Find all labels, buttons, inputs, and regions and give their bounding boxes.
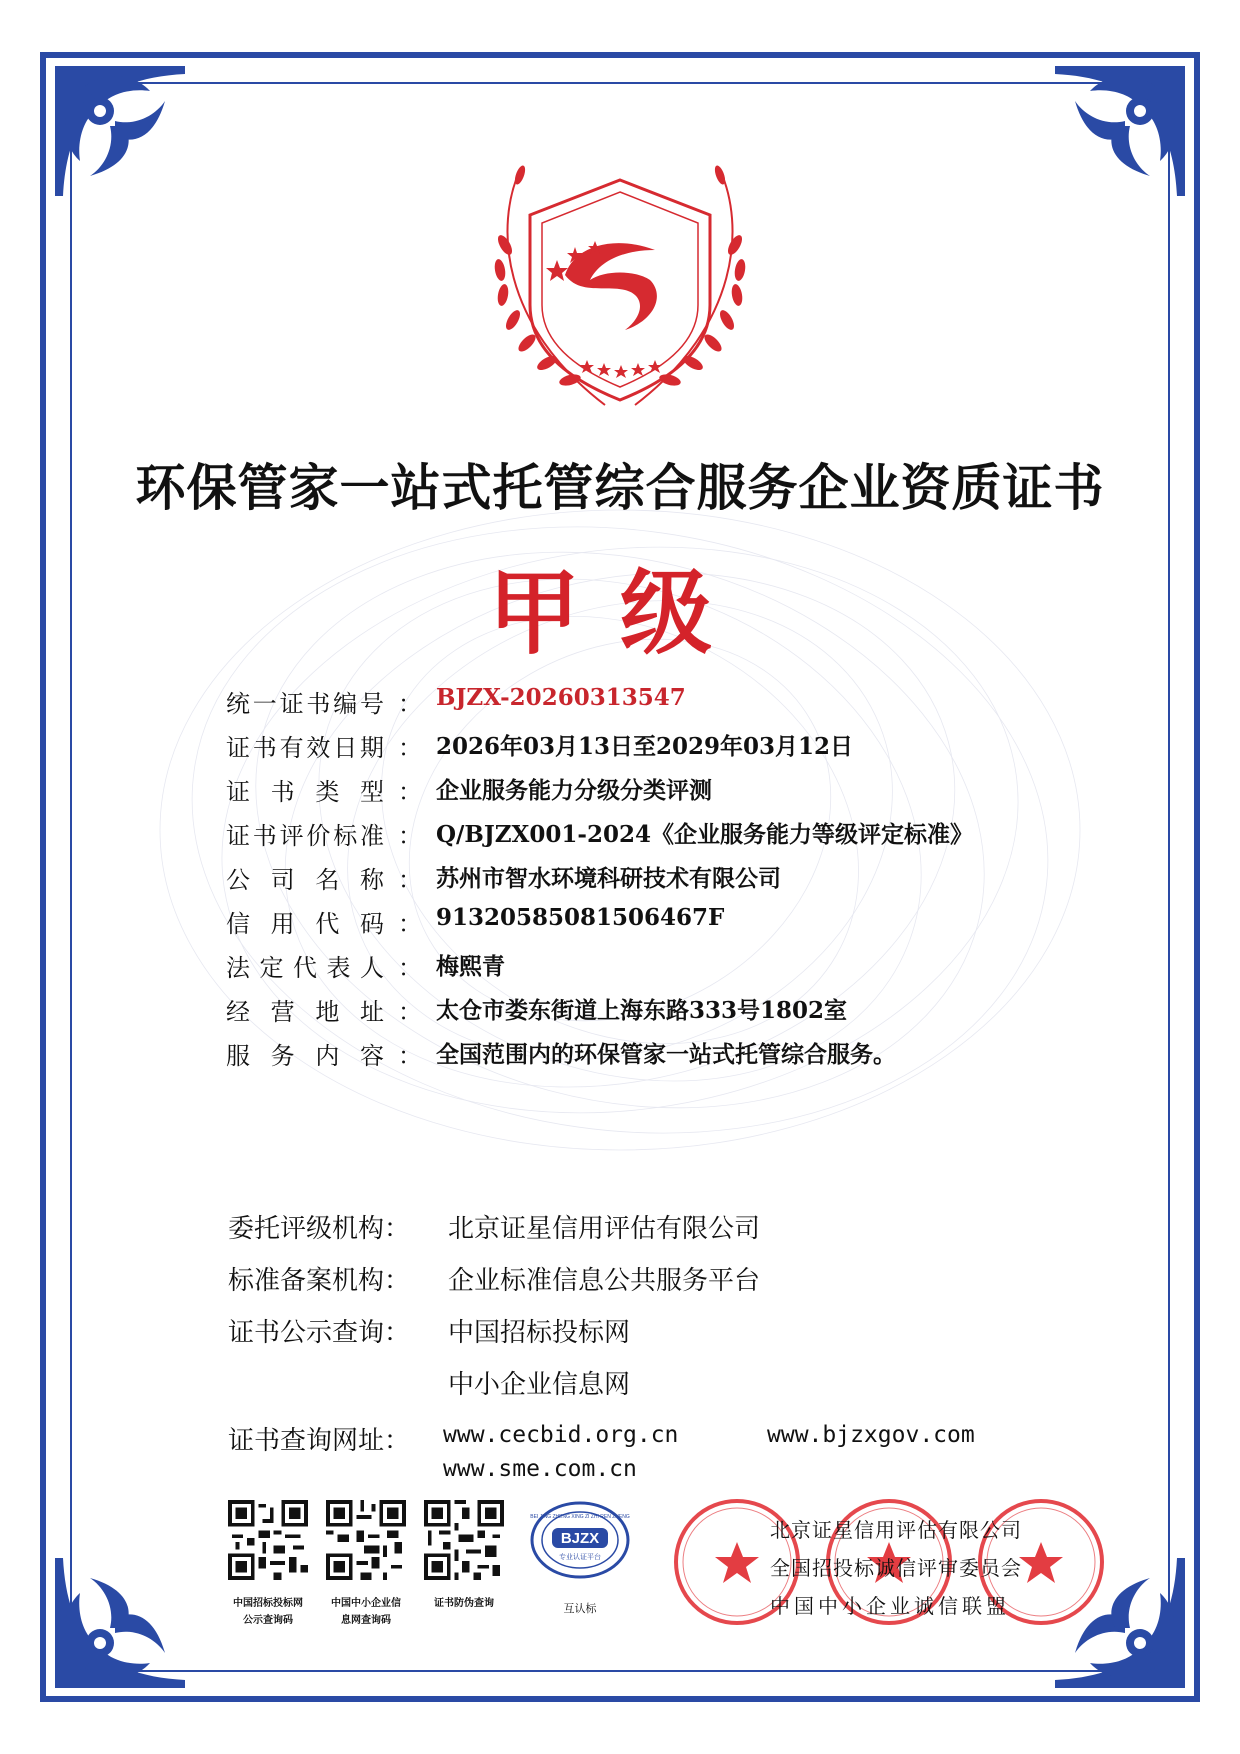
field-label: 服务内容 <box>226 1042 384 1070</box>
service-content: 全国范围内的环保管家一站式托管综合服务。 <box>436 1041 896 1068</box>
field-colon: ： <box>398 998 422 1026</box>
qr-caption-cecbid: 中国招标投标网 公示查询码 <box>233 1598 303 1626</box>
standard-filing-value: 企业标准信息公共服务平台 <box>448 1266 761 1296</box>
company-name: 苏州市智水环境科研技术有限公司 <box>436 865 781 892</box>
legal-representative: 梅熙青 <box>436 953 505 980</box>
certificate-type: 企业服务能力分级分类评测 <box>436 777 712 804</box>
field-colon: ： <box>398 690 422 718</box>
qr-caption-sme: 中国中小企业信 息网查询码 <box>331 1598 401 1626</box>
evaluation-standard: Q/BJZX001-2024《企业服务能力等级评定标准》 <box>436 821 973 848</box>
bjzx-badge-icon <box>530 1500 630 1580</box>
field-label: 公司名称 <box>226 866 384 894</box>
public-query-row <box>228 1312 630 1349</box>
public-query-row-2 <box>228 1364 630 1401</box>
public-query-value-2: 中小企业信息网 <box>448 1370 631 1400</box>
corner-ornament-icon <box>55 1558 185 1688</box>
field-colon: ： <box>398 734 422 762</box>
signature-agency: 北京证星信用评估有限公司 <box>770 1518 1022 1542</box>
standard-filing-row <box>228 1260 760 1297</box>
rating-agency-row <box>228 1208 760 1245</box>
standard-filing-label: 标准备案机构： <box>228 1266 411 1296</box>
public-query-label: 证书公示查询： <box>228 1318 411 1348</box>
field-label: 经营地址 <box>226 998 384 1026</box>
qr-code-anti-counterfeit[interactable] <box>424 1500 504 1580</box>
field-label: 法定代表人 <box>226 954 384 982</box>
field-label: 证书类型 <box>226 778 384 806</box>
signature-committee: 全国招投标诚信评审委员会 <box>770 1556 1022 1580</box>
field-colon: ： <box>398 1042 422 1070</box>
badge-caption: 互认标 <box>563 1602 597 1615</box>
signature-alliance: 中国中小企业诚信联盟 <box>770 1594 1010 1618</box>
rating-agency-label: 委托评级机构： <box>228 1214 411 1244</box>
rating-agency-value: 北京证星信用评估有限公司 <box>448 1214 761 1244</box>
field-colon: ： <box>398 954 422 982</box>
field-label: 证书有效日期 <box>226 734 384 762</box>
field-colon: ： <box>398 866 422 894</box>
field-colon: ： <box>398 822 422 850</box>
field-colon: ： <box>398 910 422 938</box>
qr-caption-anti-counterfeit: 证书防伪查询 <box>434 1598 494 1609</box>
query-url-sme[interactable]: www.sme.com.cn <box>443 1456 637 1482</box>
corner-ornament-icon <box>1055 66 1185 196</box>
svg-text:BEI JING ZHENG XING ZI ZHI REN: BEI JING ZHENG XING ZI ZHI REN ZHENG <box>530 1514 630 1520</box>
query-url-label: 证书查询网址： <box>228 1426 411 1456</box>
certificate-number: BJZX-20260313547 <box>436 684 686 711</box>
svg-text:专业认证平台: 专业认证平台 <box>559 1553 601 1561</box>
certificate-title: 环保管家一站式托管综合服务企业资质证书 <box>135 458 1105 517</box>
certificate-grade: 甲级 <box>487 559 752 667</box>
svg-text:BJZX: BJZX <box>560 1530 600 1547</box>
query-url-bjzxgov[interactable]: www.bjzxgov.com <box>767 1422 975 1448</box>
public-query-value: 中国招标投标网 <box>448 1318 631 1348</box>
credit-code: 91320585081506467F <box>436 904 725 931</box>
validity-dates: 2026年03月13日至2029年03月12日 <box>436 733 854 760</box>
field-colon: ： <box>398 778 422 806</box>
qr-code-cecbid[interactable] <box>228 1500 308 1580</box>
corner-ornament-icon <box>55 66 185 196</box>
query-url-cecbid[interactable]: www.cecbid.org.cn <box>443 1422 679 1448</box>
field-label: 证书评价标准 <box>226 822 384 850</box>
field-label: 统一证书编号 <box>226 690 384 718</box>
shield-emblem-icon <box>465 155 775 420</box>
business-address: 太仓市娄东街道上海东路333号1802室 <box>436 997 848 1024</box>
field-label: 信用代码 <box>226 910 384 938</box>
qr-code-sme[interactable] <box>326 1500 406 1580</box>
